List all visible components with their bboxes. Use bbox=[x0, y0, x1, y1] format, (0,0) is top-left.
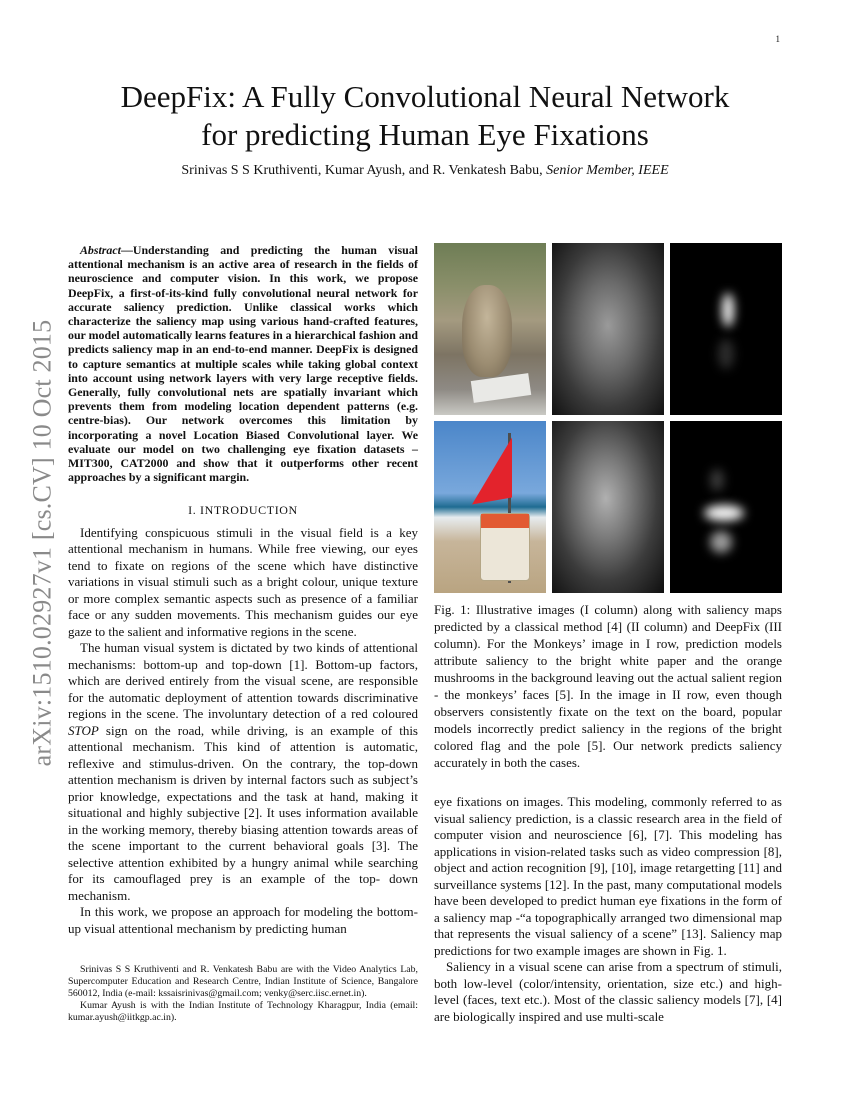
intro-paragraph-4: Saliency in a visual scene can arise from a spectrum of stimuli, both low-level (color/intensity, orientation, size etc.) and high-level (faces, text etc.). Most of the classic saliency models [7], [4] are biologically inspired and use multi-scale bbox=[434, 959, 782, 1024]
paper-title bbox=[60, 78, 790, 154]
author-role: Senior Member, IEEE bbox=[546, 163, 669, 178]
left-column bbox=[68, 243, 418, 937]
page-number: 1 bbox=[775, 34, 780, 44]
intro-paragraph-3-continued: eye fixations on images. This modeling, commonly referred to as visual saliency prediction, is a classic research area in the field of computer vision and neuroscience [6], [7]. This modeling has applications in vision-related tasks such as video compression [8], object and action recognition [9], [10], image retargetting [11] and surveillance systems [12]. In the past, many computational models have been developed to predict human eye fixations in the form of a saliency map -“a topographically arranged two dimensional map that represents the visual saliency of a scene” [13]. Saliency map predictions for two example images are shown in Fig. 1. bbox=[434, 794, 782, 958]
classical-saliency-map-beach bbox=[552, 421, 664, 593]
beach-photo bbox=[434, 421, 546, 593]
title-line-1: DeepFix: A Fully Convolutional Neural Network bbox=[120, 79, 730, 114]
author-names: Srinivas S S Kruthiventi, Kumar Ayush, and R. Venkatesh Babu, bbox=[181, 163, 547, 178]
abstract-text: —Understanding and predicting the human visual attentional mechanism is an active area of research in the fields of neuroscience and computer vision. In this work, we propose DeepFix, a first-of-its-kind fully convolutional neural network for accurate saliency prediction. Unlike classical works which characterize the saliency map using various hand-crafted features, our model automatically learns features in a hierarchical fashion and predicts saliency map in an end-to-end manner. DeepFix is designed to capture semantics at multiple scales while taking global context into account using network layers with very large receptive fields. Generally, fully convolutional nets are spatially invariant which prevents them from modeling location dependent patterns (e.g. centre-bias). Our network overcomes this limitation by incorporating a novel Location Biased Convolutional layer. We evaluate our model on two challenging eye fixation datasets – MIT300, CAT2000 and show that it outperforms other recent approaches by a significant margin. bbox=[68, 243, 418, 485]
monkey-photo bbox=[434, 243, 546, 415]
warning-sign-shape bbox=[480, 513, 530, 581]
intro-paragraph-2-part-a: The human visual system is dictated by two kinds of attentional mechanisms: bottom-up and top-down [1]. Bottom-up factors, which are derived entirely from the visual scene, are responsible for the automatic deployment of attention towards discriminative regions in the scene. The involuntary detection of a red coloured bbox=[68, 640, 418, 722]
right-column bbox=[434, 794, 782, 1025]
intro-paragraph-2 bbox=[68, 640, 418, 904]
deepfix-saliency-map-monkey bbox=[670, 243, 782, 415]
abstract-label: Abstract bbox=[80, 243, 121, 257]
saliency-blob bbox=[710, 531, 732, 553]
deepfix-saliency-map-beach bbox=[670, 421, 782, 593]
saliency-blob bbox=[718, 339, 734, 369]
arxiv-identifier-text: arXiv:1510.02927v1 [cs.CV] 10 Oct 2015 bbox=[27, 319, 56, 766]
intro-paragraph-3: In this work, we propose an approach for modeling the bottom-up visual attentional mechanism by predicting human bbox=[68, 904, 418, 936]
footnote-affiliation-2: Kumar Ayush is with the Indian Institute of Technology Kharagpur, India (email: kumar.ayush@iitkgp.ac.in). bbox=[68, 1000, 418, 1023]
arxiv-identifier bbox=[12, 295, 72, 790]
footnotes bbox=[68, 964, 418, 1024]
figure-1 bbox=[434, 243, 782, 771]
footnote-affiliation-1: Srinivas S S Kruthiventi and R. Venkatesh Babu are with the Video Analytics Lab, Supercomputer Education and Research Centre, Indian Institute of Science, Bangalore 560012, India (e-mail: kssaisrinivas@gmail.com; venky@serc.iisc.ernet.in). bbox=[68, 964, 418, 999]
figure-image-grid bbox=[434, 243, 782, 593]
intro-paragraph-1: Identifying conspicuous stimuli in the visual field is a key attentional mechanism in humans. While free viewing, our eyes tend to fixate on regions of the scene which have distinctive variations in visual stimuli such as a bright colour, unique texture or more complex semantic aspects such as presence of a familiar face or any sudden movements. This mechanism guides our eye gaze to the salient and informative regions in the scene. bbox=[68, 524, 418, 639]
saliency-blob bbox=[704, 505, 744, 521]
figure-caption: Fig. 1: Illustrative images (I column) along with saliency maps predicted by a classical method [4] (II column) and DeepFix (III column). For the Monkeys’ image in I row, prediction models attribute saliency to the bright white paper and the orange mushrooms in the background leaving out the actual salient region - the monkeys’ faces [5]. In the image in II row, even though observers consistently fixate on the text on the board, popular models incorrectly predict saliency in the regions of the bright colored flag and the pole [5]. Our network predicts saliency accurately in both the cases. bbox=[434, 602, 782, 770]
section-heading-introduction: I. INTRODUCTION bbox=[188, 503, 298, 518]
saliency-blob bbox=[722, 293, 734, 327]
intro-paragraph-2-part-b: sign on the road, while driving, is an example of this attentional mechanism. This kind of attention is automatic, reflexive and stimulus-driven. On the contrary, the top-down attention mechanism is driven by internal factors such as subject’s prior knowledge, expectations and the task at hand, making it situational and highly subjective [2]. It uses information available in the working memory, thereby biasing attention towards areas of the scene important to the current behavioral goals [3]. The selective attention exhibited by a hungry animal while searching for its camouflaged prey is an example of the top- down mechanism. bbox=[68, 722, 418, 903]
red-flag-shape bbox=[472, 437, 512, 504]
title-line-2: for predicting Human Eye Fixations bbox=[201, 117, 649, 152]
classical-saliency-map-monkey bbox=[552, 243, 664, 415]
abstract bbox=[68, 243, 418, 484]
stop-emphasis: STOP bbox=[68, 722, 99, 738]
sign-header-shape bbox=[481, 514, 529, 528]
saliency-blob bbox=[710, 469, 724, 491]
monkey-shape bbox=[462, 285, 512, 377]
white-paper-shape bbox=[471, 373, 531, 403]
author-list bbox=[60, 163, 790, 179]
